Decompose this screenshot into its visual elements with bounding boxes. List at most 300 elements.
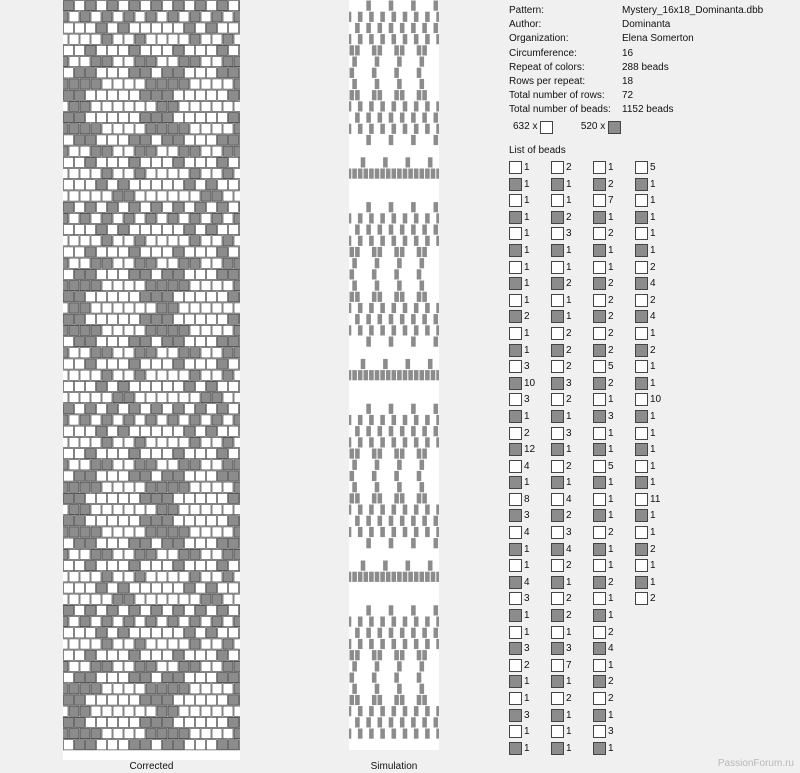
bead-cell xyxy=(394,23,399,33)
bead-cell xyxy=(152,90,162,100)
bead-cell xyxy=(428,561,433,571)
bead-cell xyxy=(152,605,162,615)
bead-cell xyxy=(361,404,366,414)
bead-cell xyxy=(349,393,351,403)
bead-cell xyxy=(358,460,363,470)
bead-cell xyxy=(349,370,351,380)
bead-cell xyxy=(434,292,439,302)
bead-cell xyxy=(383,292,388,302)
bead-cell xyxy=(380,213,385,223)
bead-cell xyxy=(389,157,394,167)
bead-cell xyxy=(190,325,200,335)
bead-cell xyxy=(141,90,151,100)
bead-cell xyxy=(403,236,408,246)
bead-count: 3 xyxy=(524,394,530,406)
bead-cell xyxy=(431,12,436,22)
bead-cell xyxy=(408,213,413,223)
bead-cell xyxy=(361,1,366,11)
bead-cell xyxy=(163,381,173,391)
bead-cell xyxy=(113,684,123,694)
bead-cell xyxy=(428,493,433,503)
bead-cell xyxy=(240,113,241,123)
bead-cell xyxy=(174,135,184,145)
bead-cell xyxy=(394,673,399,683)
bead-cell xyxy=(394,269,399,279)
bead-count: 1 xyxy=(524,294,530,306)
bead-cell xyxy=(135,549,145,559)
bead-cell xyxy=(414,617,419,627)
bead-cell xyxy=(218,583,228,593)
bead-cell xyxy=(434,68,439,78)
bead-cell xyxy=(406,202,411,212)
bead-cell xyxy=(108,180,118,190)
bead-cell xyxy=(218,359,228,369)
bead-cell xyxy=(352,12,357,22)
bead-count: 2 xyxy=(566,693,572,704)
bead-cell xyxy=(130,449,140,459)
bead-cell xyxy=(146,370,156,380)
bead-cell xyxy=(91,57,101,67)
bead-cell xyxy=(375,661,380,671)
bead-cell xyxy=(174,516,184,526)
bead-cell xyxy=(434,225,439,235)
bead-cell xyxy=(157,12,167,22)
bead-cell xyxy=(417,68,422,78)
bead-cell xyxy=(386,572,391,582)
bead-cell xyxy=(420,393,425,403)
bead-swatch xyxy=(551,493,564,506)
bead-cell xyxy=(425,124,430,134)
bead-cell xyxy=(163,1,173,11)
bead-cell xyxy=(414,482,419,492)
bead-cell xyxy=(141,516,151,526)
bead-cell xyxy=(378,516,383,526)
bead-cell xyxy=(358,684,363,694)
bead-swatch xyxy=(593,377,606,390)
bead-cell xyxy=(218,404,228,414)
bead-cell xyxy=(380,303,385,313)
bead-cell xyxy=(185,471,195,481)
bead-cell xyxy=(240,314,241,324)
bead-cell xyxy=(349,684,351,694)
bead-cell xyxy=(80,236,90,246)
bead-cell xyxy=(414,191,419,201)
bead-cell xyxy=(397,79,402,89)
bead-cell xyxy=(349,437,351,447)
bead-cell xyxy=(403,617,408,627)
bead-cell xyxy=(179,729,189,739)
bead-cell xyxy=(355,449,360,459)
bead-cell xyxy=(406,23,411,33)
bead-cell xyxy=(201,460,211,470)
bead-cell xyxy=(223,415,233,425)
bead-cell xyxy=(163,650,173,660)
bead-cell xyxy=(397,549,402,559)
bead-cell xyxy=(380,191,385,201)
bead-cell xyxy=(119,471,129,481)
bead-cell xyxy=(436,549,439,559)
bead-cell xyxy=(414,101,419,111)
bead-cell xyxy=(207,695,217,705)
bead-cell xyxy=(400,90,405,100)
bead-cell xyxy=(141,538,151,548)
bead-cell xyxy=(64,673,74,683)
bead-cell xyxy=(420,79,425,89)
bead-cell xyxy=(364,482,369,492)
bead-cell xyxy=(422,135,427,145)
bead-cell xyxy=(372,337,377,347)
bead-cell xyxy=(80,527,90,537)
bead-cell xyxy=(223,460,233,470)
bead-cell xyxy=(425,191,430,201)
bead-cell xyxy=(386,348,391,358)
bead-cell xyxy=(349,415,351,425)
bead-cell xyxy=(378,493,383,503)
bead-cell xyxy=(91,213,101,223)
bead-cell xyxy=(417,269,422,279)
bead-cell xyxy=(201,281,211,291)
bead-swatch xyxy=(551,626,564,639)
bead-cell xyxy=(358,213,363,223)
bead-cell xyxy=(417,717,422,727)
bead-cell xyxy=(394,471,399,481)
bead-cell xyxy=(108,404,118,414)
bead-count: 2 xyxy=(608,278,614,290)
bead-cell xyxy=(378,404,383,414)
bead-cell xyxy=(361,45,366,55)
bead-cell xyxy=(428,90,433,100)
bead-cell xyxy=(375,549,380,559)
bead-count: 2 xyxy=(650,344,656,356)
bead-cell xyxy=(369,594,374,604)
bead-cell xyxy=(86,561,96,571)
bead-cell xyxy=(174,381,184,391)
bead-cell xyxy=(428,314,433,324)
bead-cell xyxy=(349,146,351,156)
bead-swatch xyxy=(551,344,564,357)
bead-cell xyxy=(163,695,173,705)
bead-cell xyxy=(400,157,405,167)
bead-cell xyxy=(97,68,107,78)
bead-cell xyxy=(63,325,68,335)
bead-cell xyxy=(97,269,107,279)
bead-cell xyxy=(350,673,355,683)
bead-cell xyxy=(124,684,134,694)
bead-cell xyxy=(417,45,422,55)
bead-cell xyxy=(223,729,233,739)
bead-count: 3 xyxy=(524,593,530,605)
bead-cell xyxy=(218,202,228,212)
bead-cell xyxy=(422,426,427,436)
bead-cell xyxy=(168,213,178,223)
bead-cell xyxy=(124,370,134,380)
bead-count: 2 xyxy=(608,527,614,539)
bead-cell xyxy=(75,471,85,481)
bead-cell xyxy=(422,68,427,78)
bead-cell xyxy=(163,269,173,279)
bead-cell xyxy=(124,549,134,559)
bead-cell xyxy=(168,303,178,313)
bead-count: 2 xyxy=(524,659,530,671)
bead-cell xyxy=(69,281,79,291)
bead-cell xyxy=(97,404,107,414)
bead-cell xyxy=(102,482,112,492)
bead-cell xyxy=(411,68,416,78)
bead-cell xyxy=(380,325,385,335)
bead-cell xyxy=(152,583,162,593)
bead-cell xyxy=(406,225,411,235)
bead-cell xyxy=(69,325,79,335)
bead-cell xyxy=(369,437,374,447)
bead-cell xyxy=(86,650,96,660)
bead-cell xyxy=(349,303,351,313)
bead-cell xyxy=(417,90,422,100)
bead-cell xyxy=(179,101,189,111)
bead-cell xyxy=(218,113,228,123)
bead-cell xyxy=(422,314,427,324)
bead-cell xyxy=(174,695,184,705)
bead-cell xyxy=(201,348,211,358)
bead-cell xyxy=(369,258,374,268)
bead-cell xyxy=(366,1,371,11)
bead-swatch xyxy=(551,543,564,556)
bead-cell xyxy=(383,695,388,705)
bead-cell xyxy=(152,68,162,78)
bead-cell xyxy=(417,471,422,481)
bead-swatch xyxy=(551,675,564,688)
bead-cell xyxy=(124,258,134,268)
bead-cell xyxy=(369,34,374,44)
bead-cell xyxy=(378,449,383,459)
bead-cell xyxy=(196,1,206,11)
bead-cell xyxy=(135,729,145,739)
bead-cell xyxy=(207,740,217,750)
bead-cell xyxy=(240,717,241,727)
bead-cell xyxy=(372,449,377,459)
bead-cell xyxy=(119,359,129,369)
bead-cell xyxy=(400,1,405,11)
bead-cell xyxy=(190,281,200,291)
bead-cell xyxy=(400,561,405,571)
bead-cell xyxy=(420,169,425,179)
bead-cell xyxy=(168,729,178,739)
bead-cell xyxy=(350,45,355,55)
bead-cell xyxy=(364,706,369,716)
bead-cell xyxy=(212,415,222,425)
bead-swatch xyxy=(593,559,606,572)
bead-cell xyxy=(179,661,189,671)
bead-cell xyxy=(386,437,391,447)
bead-cell xyxy=(185,359,195,369)
bead-cell xyxy=(196,628,206,638)
bead-cell xyxy=(86,426,96,436)
bead-cell xyxy=(355,157,360,167)
bead-cell xyxy=(417,292,422,302)
bead-cell xyxy=(86,404,96,414)
bead-cell xyxy=(358,79,363,89)
bead-cell xyxy=(428,23,433,33)
bead-cell xyxy=(102,348,112,358)
bead-cell xyxy=(174,561,184,571)
bead-cell xyxy=(102,169,112,179)
bead-cell xyxy=(146,549,156,559)
bead-cell xyxy=(378,628,383,638)
bead-cell xyxy=(75,1,85,11)
bead-cell xyxy=(352,281,357,291)
bead-cell xyxy=(240,292,241,302)
bead-cell xyxy=(355,583,360,593)
bead-cell xyxy=(80,460,90,470)
bead-cell xyxy=(420,415,425,425)
bead-cell xyxy=(425,12,430,22)
bead-cell xyxy=(163,449,173,459)
bead-cell xyxy=(124,169,134,179)
bead-cell xyxy=(428,426,433,436)
bead-cell xyxy=(408,348,413,358)
bead-cell xyxy=(168,661,178,671)
bead-cell xyxy=(108,650,118,660)
bead-cell xyxy=(102,124,112,134)
bead-cell xyxy=(414,639,419,649)
bead-count: 1 xyxy=(608,543,614,555)
bead-cell xyxy=(375,684,380,694)
bead-cell xyxy=(414,258,419,268)
bead-cell xyxy=(141,135,151,145)
bead-cell xyxy=(179,594,189,604)
bead-cell xyxy=(218,538,228,548)
bead-cell xyxy=(190,639,200,649)
bead-cell xyxy=(130,381,140,391)
bead-cell xyxy=(130,404,140,414)
bead-cell xyxy=(108,113,118,123)
bead-cell xyxy=(380,146,385,156)
bead-cell xyxy=(408,79,413,89)
bead-cell xyxy=(394,516,399,526)
bead-cell xyxy=(352,505,357,515)
bead-cell xyxy=(383,493,388,503)
bead-swatch xyxy=(593,277,606,290)
bead-cell xyxy=(420,101,425,111)
bead-swatch xyxy=(593,327,606,340)
bead-cell xyxy=(234,34,240,44)
bead-cell xyxy=(135,460,145,470)
bead-cell xyxy=(124,57,134,67)
bead-cell xyxy=(372,269,377,279)
bead-cell xyxy=(168,348,178,358)
simulation-pattern-grid xyxy=(349,0,439,750)
bead-cell xyxy=(408,482,413,492)
bead-cell xyxy=(141,337,151,347)
bead-cell xyxy=(420,617,425,627)
bead-cell xyxy=(431,213,436,223)
bead-cell xyxy=(428,225,433,235)
bead-swatch xyxy=(509,194,522,207)
bead-cell xyxy=(397,639,402,649)
light-color-swatch[interactable] xyxy=(540,121,553,134)
bead-cell xyxy=(349,57,351,67)
bead-count: 2 xyxy=(566,560,572,572)
bead-cell xyxy=(97,650,107,660)
bead-cell xyxy=(369,549,374,559)
bead-cell xyxy=(108,381,118,391)
bead-cell xyxy=(141,247,151,257)
bead-cell xyxy=(64,269,74,279)
bead-cell xyxy=(108,314,118,324)
dark-color-swatch[interactable] xyxy=(608,121,621,134)
bead-cell xyxy=(207,673,217,683)
bead-cell xyxy=(408,281,413,291)
bead-cell xyxy=(86,695,96,705)
bead-cell xyxy=(168,594,178,604)
bead-cell xyxy=(436,348,439,358)
bead-cell xyxy=(163,538,173,548)
bead-cell xyxy=(185,90,195,100)
bead-cell xyxy=(392,617,397,627)
bead-cell xyxy=(392,258,397,268)
bead-cell xyxy=(408,34,413,44)
bead-count: 1 xyxy=(650,244,656,256)
bead-cell xyxy=(223,303,233,313)
bead-cell xyxy=(417,337,422,347)
bead-cell xyxy=(168,191,178,201)
bead-cell xyxy=(383,202,388,212)
bead-cell xyxy=(417,426,422,436)
bead-cell xyxy=(397,124,402,134)
bead-swatch xyxy=(551,360,564,373)
bead-cell xyxy=(185,247,195,257)
bead-cell xyxy=(400,583,405,593)
bead-cell xyxy=(411,45,416,55)
bead-cell xyxy=(361,471,366,481)
bead-cell xyxy=(201,393,211,403)
bead-cell xyxy=(168,281,178,291)
bead-cell xyxy=(386,34,391,44)
bead-cell xyxy=(422,673,427,683)
bead-cell xyxy=(174,538,184,548)
bead-swatch xyxy=(551,211,564,224)
bead-cell xyxy=(130,314,140,324)
bead-cell xyxy=(212,79,222,89)
bead-cell xyxy=(361,314,366,324)
bead-cell xyxy=(212,191,222,201)
bead-cell xyxy=(350,113,355,123)
bead-swatch xyxy=(509,709,522,722)
bead-cell xyxy=(380,12,385,22)
bead-cell xyxy=(63,706,68,716)
bead-swatch xyxy=(509,360,522,373)
bead-cell xyxy=(361,247,366,257)
bead-cell xyxy=(411,113,416,123)
bead-cell xyxy=(350,359,355,369)
bead-cell xyxy=(380,460,385,470)
bead-cell xyxy=(119,516,129,526)
bead-cell xyxy=(97,135,107,145)
bead-cell xyxy=(428,449,433,459)
bead-cell xyxy=(223,639,233,649)
bead-cell xyxy=(420,258,425,268)
bead-cell xyxy=(234,505,240,515)
bead-cell xyxy=(69,706,79,716)
bead-cell xyxy=(358,370,363,380)
bead-cell xyxy=(375,706,380,716)
bead-cell xyxy=(223,101,233,111)
bead-cell xyxy=(428,113,433,123)
bead-cell xyxy=(108,157,118,167)
bead-cell xyxy=(64,113,74,123)
bead-swatch xyxy=(551,194,564,207)
bead-swatch xyxy=(551,592,564,605)
bead-cell xyxy=(408,236,413,246)
